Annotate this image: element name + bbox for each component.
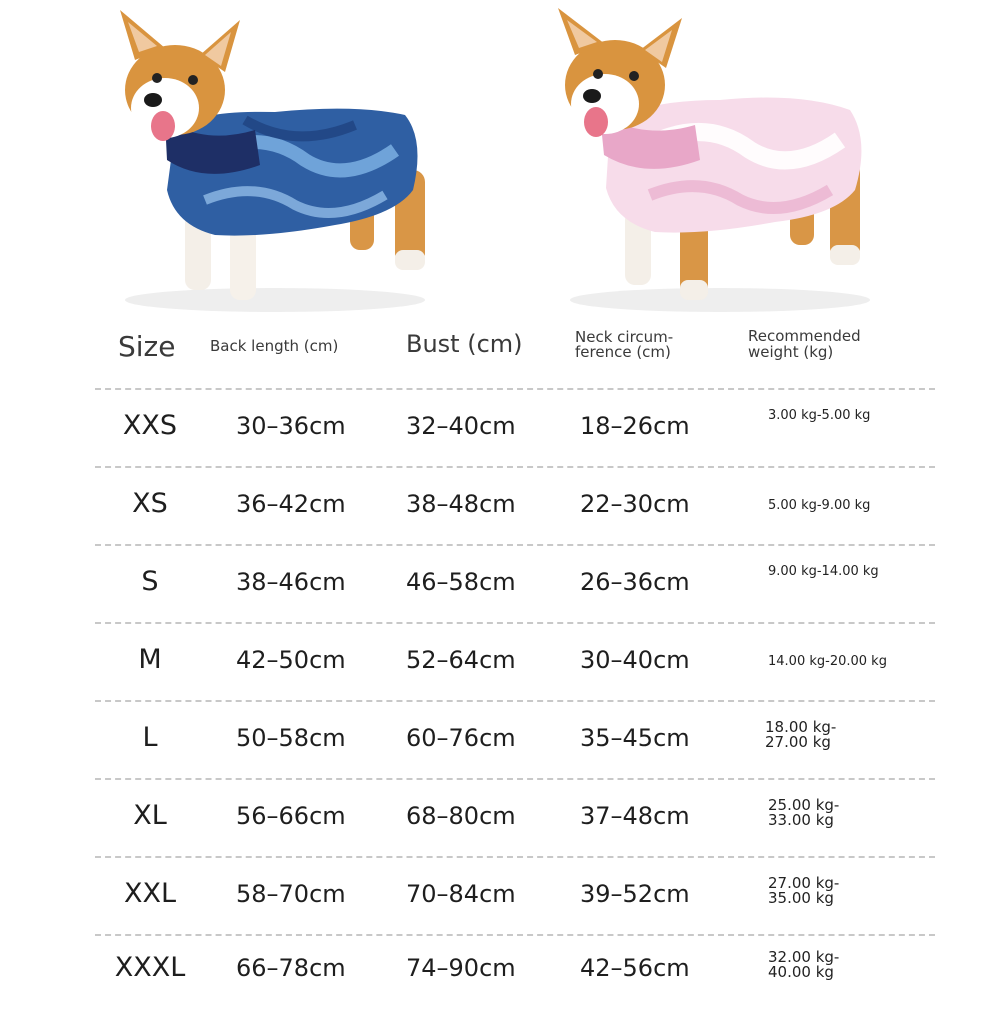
cell-back-length: 36–42cm (236, 490, 346, 518)
table-row (0, 390, 1000, 468)
corgi-blue-suit-image (95, 0, 455, 320)
cell-neck: 26–36cm (580, 568, 690, 596)
table-row (0, 936, 1000, 1014)
cell-bust: 52–64cm (406, 646, 516, 674)
cell-weight: 32.00 kg-40.00 kg (768, 948, 840, 981)
cell-bust: 68–80cm (406, 802, 516, 830)
cell-back-length: 42–50cm (236, 646, 346, 674)
cell-back-length: 58–70cm (236, 880, 346, 908)
cell-neck: 35–45cm (580, 724, 690, 752)
header-size: Size (118, 330, 176, 363)
cell-neck: 30–40cm (580, 646, 690, 674)
cell-back-length: 50–58cm (236, 724, 346, 752)
cell-bust: 46–58cm (406, 568, 516, 596)
cell-neck: 37–48cm (580, 802, 690, 830)
cell-bust: 70–84cm (406, 880, 516, 908)
cell-bust: 74–90cm (406, 954, 516, 982)
cell-size: S (141, 566, 159, 597)
cell-neck: 18–26cm (580, 412, 690, 440)
cell-back-length: 66–78cm (236, 954, 346, 982)
cell-weight: 5.00 kg-9.00 kg (768, 498, 871, 513)
cell-size: XXXL (114, 952, 186, 983)
cell-neck: 42–56cm (580, 954, 690, 982)
table-row (0, 624, 1000, 702)
cell-weight: 3.00 kg-5.00 kg (768, 408, 871, 423)
table-row (0, 702, 1000, 780)
header-neck-line2: ference (cm) (575, 343, 671, 361)
cell-neck: 39–52cm (580, 880, 690, 908)
cell-bust: 60–76cm (406, 724, 516, 752)
cell-back-length: 56–66cm (236, 802, 346, 830)
cell-weight: 27.00 kg-35.00 kg (768, 874, 840, 907)
product-photos (0, 0, 1000, 320)
table-row (0, 780, 1000, 858)
cell-back-length: 30–36cm (236, 412, 346, 440)
cell-weight: 25.00 kg-33.00 kg (768, 796, 840, 829)
cell-neck: 22–30cm (580, 490, 690, 518)
cell-size: XXL (123, 878, 177, 909)
cell-bust: 38–48cm (406, 490, 516, 518)
cell-back-length: 38–46cm (236, 568, 346, 596)
header-bust: Bust (cm) (406, 330, 523, 358)
table-row (0, 546, 1000, 624)
header-weight-line1: Recommended (748, 327, 861, 345)
table-row (0, 468, 1000, 546)
header-back-length: Back length (cm) (210, 337, 339, 355)
cell-weight: 14.00 kg-20.00 kg (768, 654, 887, 669)
corgi-pink-suit-image (530, 0, 900, 320)
header-neck (575, 330, 715, 360)
header-weight (748, 328, 888, 360)
cell-size: XL (133, 800, 167, 831)
header-weight-line2: weight (kg) (748, 343, 834, 361)
cell-bust: 32–40cm (406, 412, 516, 440)
cell-weight: 18.00 kg-27.00 kg (765, 718, 837, 751)
cell-size: L (142, 722, 158, 753)
header-neck-line1: Neck circum- (575, 328, 674, 346)
size-table-header (0, 322, 1000, 388)
cell-size: XXS (122, 410, 178, 441)
cell-size: XS (132, 488, 168, 519)
cell-size: M (138, 644, 162, 675)
cell-weight: 9.00 kg-14.00 kg (768, 564, 879, 579)
table-row (0, 858, 1000, 936)
